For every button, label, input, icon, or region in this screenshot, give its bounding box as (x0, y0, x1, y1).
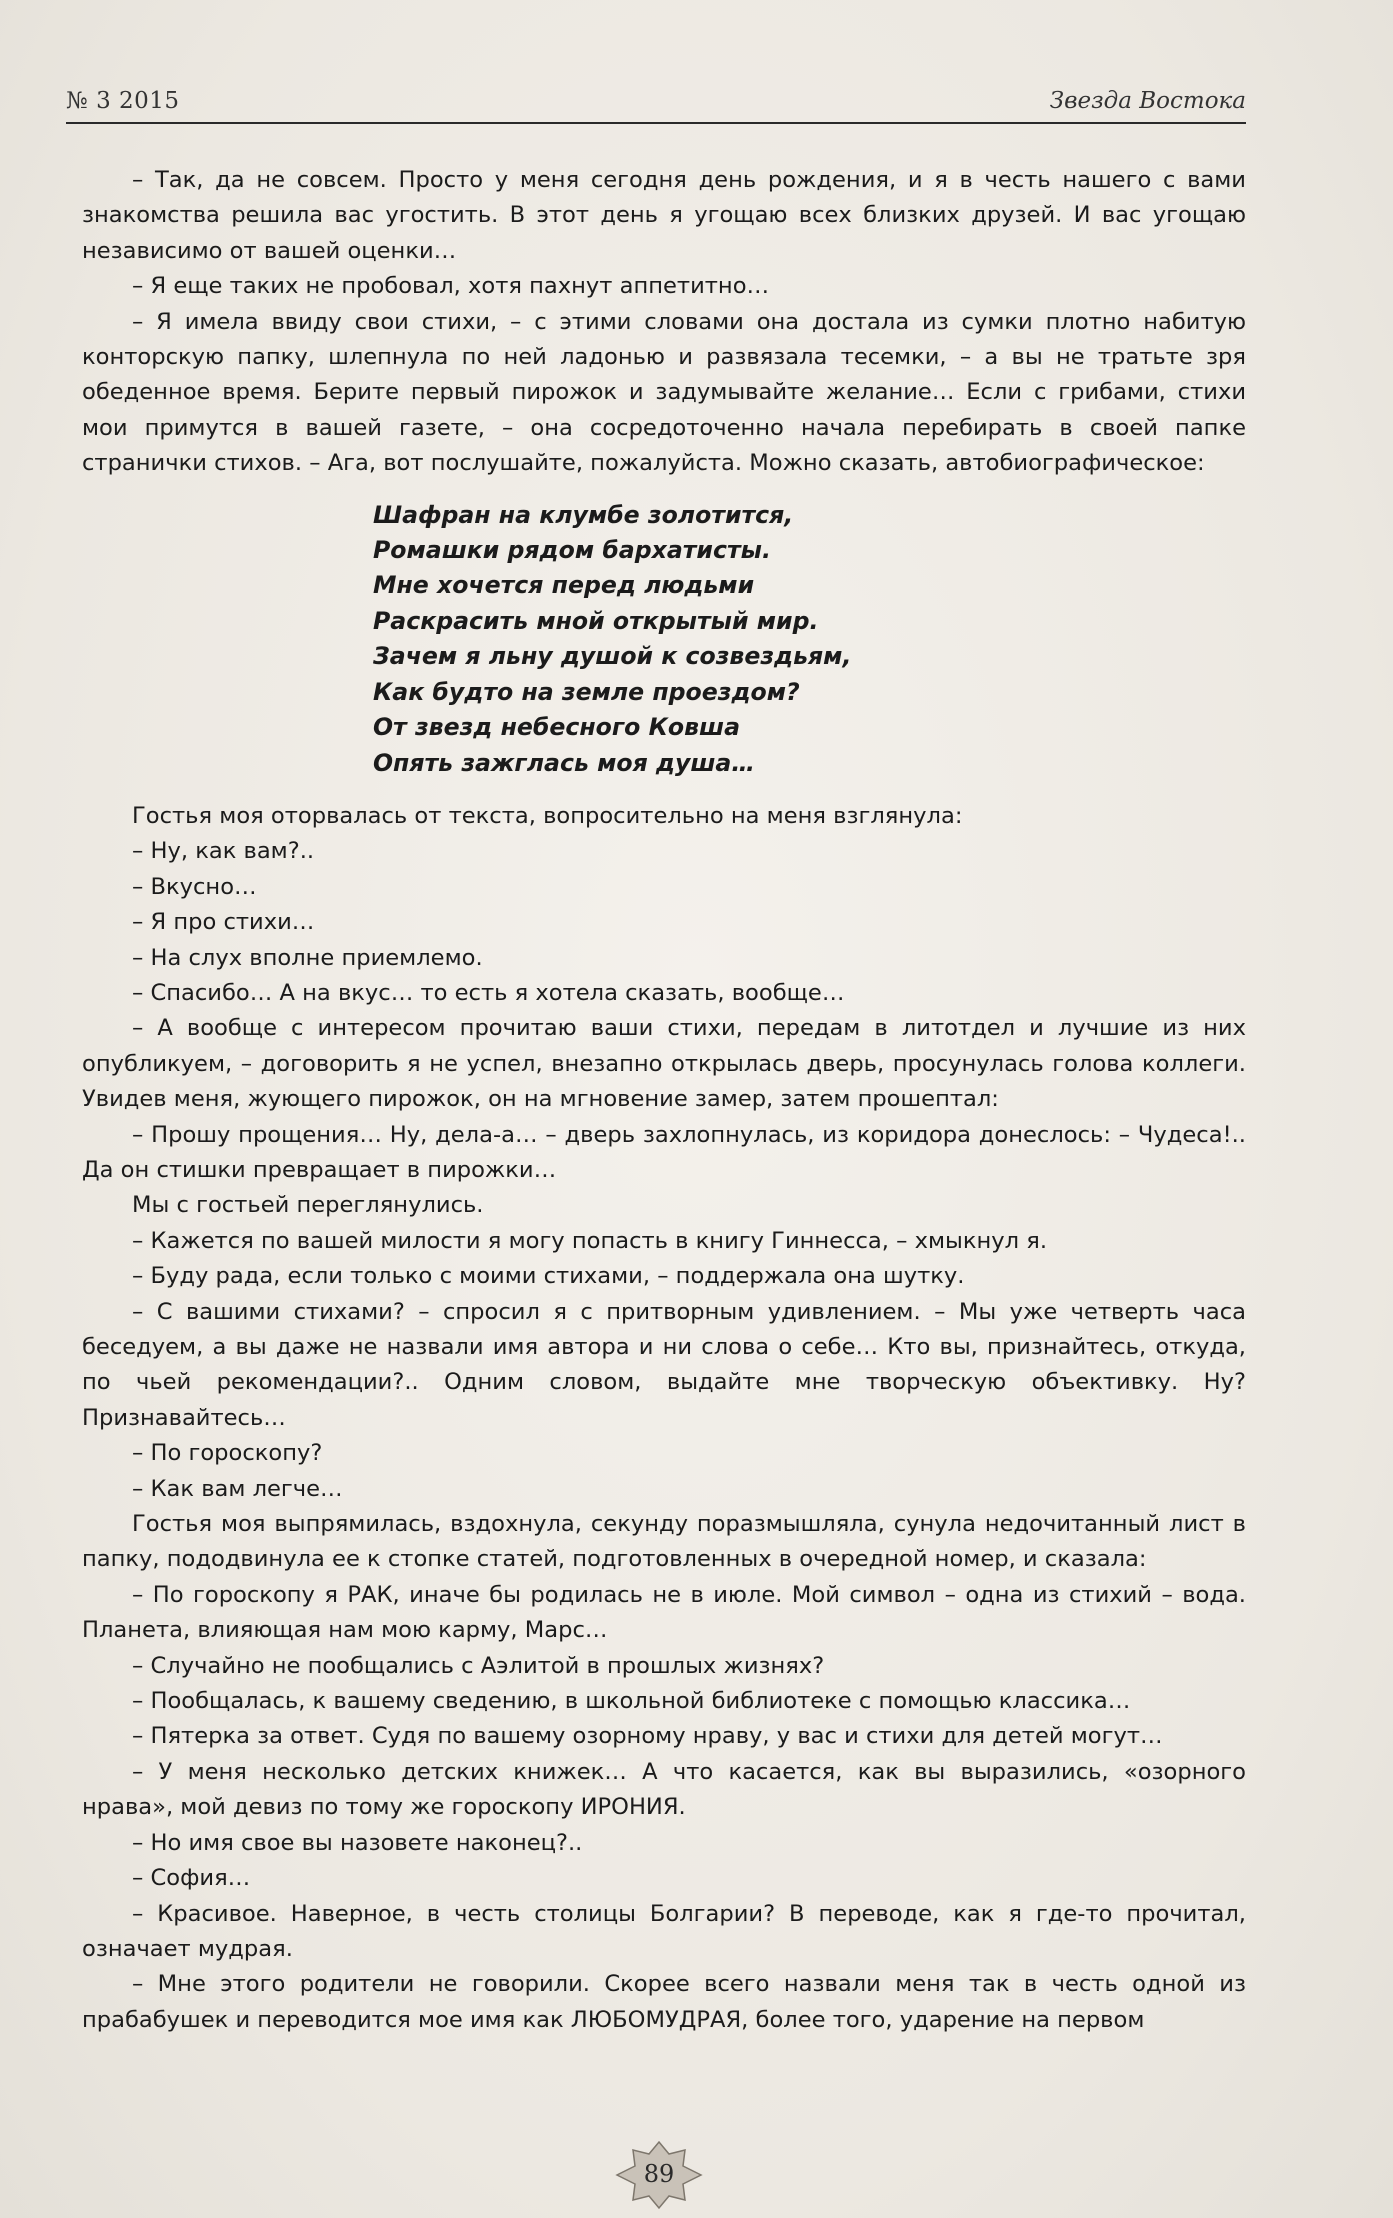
paragraph: – А вообще с интересом прочитаю ваши стихи, передам в литотдел и лучшие из них опубликуем, – договорить я не успел, внезапно открылась дверь, просунулась голова коллеги. Увидев меня, жующего пирожок, он на мгновение замер, затем прошептал: (82, 1015, 1246, 1113)
paragraph: – Прошу прощения… Ну, дела-а… – дверь захлопнулась, из коридора донеслось: – Чудеса!.. Да он стишки превращает в пирожки… (82, 1121, 1246, 1183)
paragraph: – София… (132, 1865, 251, 1892)
paragraph: – У меня несколько детских книжек… А что касается, как вы выразились, «озорного нрава», мой девиз по тому же гороскопу ИРОНИЯ. (82, 1758, 1246, 1821)
paragraph: – С вашими стихами? – спросил я с притворным удивлением. – Мы уже четверть часа беседуем, а вы даже не назвали имя автора и ни слова о себе… Кто вы, признайтесь, откуда, по чьей рекомендации?.. Одним словом, выдайте мне творческую объективку. Ну? Признавайтесь… (82, 1298, 1246, 1431)
poem-line: Как будто на земле проездом? (373, 677, 800, 706)
poem-line: Опять зажглась моя душа… (373, 748, 755, 777)
poem-line: Мне хочется перед людьми (373, 571, 755, 600)
paragraph: – Буду рада, если только с моими стихами, – поддержала она шутку. (132, 1263, 965, 1290)
poem-line: Раскрасить мной открытый мир. (373, 606, 819, 635)
paragraph: – Но имя свое вы назовете наконец?.. (132, 1829, 583, 1856)
paragraph: – Пообщалась, к вашему сведению, в школьной библиотеке с помощью классика… (132, 1688, 1131, 1715)
paragraph: – Спасибо… А на вкус… то есть я хотела сказать, вообще… (132, 979, 845, 1006)
poem-line: Ромашки рядом бархатисты. (373, 536, 771, 565)
paragraph: – Я имела ввиду свои стихи, – с этими словами она достала из сумки плотно набитую конторскую папку, шлепнула по ней ладонью и развязала тесемки, – а вы не тратьте зря обеденное время. Берите первый пирожок и задумывайте желание… Если с грибами, стихи мои примутся в вашей газете, – она сосредоточенно начала перебирать в своей папке странички стихов. – Ага, вот послушайте, пожалуйста. Можно сказать, автобиографическое: (82, 308, 1246, 477)
paragraph: – Кажется по вашей милости я могу попасть в книгу Гиннесса, – хмыкнул я. (132, 1227, 1048, 1254)
paragraph: – По гороскопу? (132, 1440, 323, 1467)
poem-line: От звезд небесного Ковша (373, 713, 740, 742)
paragraph: – Красивое. Наверное, в честь столицы Болгарии? В переводе, как я где-то прочитал, означает мудрая. (82, 1900, 1246, 1962)
journal-title: Звезда Востока (1049, 88, 1246, 114)
paragraph: – По гороскопу я РАК, иначе бы родилась не в июле. Мой символ – одна из стихий – вода. Планета, влияющая нам мою карму, Марс… (82, 1581, 1246, 1644)
paragraph: Гостья моя выпрямилась, вздохнула, секунду поразмышляла, сунула недочитанный лист в папку, пододвинула ее к стопке статей, подготовленных в очередной номер, и сказала: (82, 1511, 1246, 1573)
issue-number: № 3 2015 (66, 88, 180, 114)
paragraph: Гостья моя оторвалась от текста, вопросительно на меня взглянула: (132, 802, 963, 829)
paragraph: – Мне этого родители не говорили. Скорее всего назвали меня так в честь одной из прабабушек и переводится мое имя как ЛЮБОМУДРАЯ, более того, ударение на первом (82, 1971, 1246, 2033)
running-header (66, 88, 1246, 122)
poem (373, 498, 1246, 781)
page-number: 89 (643, 2160, 675, 2188)
paragraph: – Так, да не совсем. Просто у меня сегодня день рождения, и я в честь нашего с вами знакомства решила вас угостить. В этот день я угощаю всех близких друзей. И вас угощаю независимо от вашей оценки… (82, 167, 1246, 264)
poem-line: Шафран на клумбе золотится, (373, 500, 794, 529)
paragraph: – Как вам легче… (132, 1475, 343, 1502)
paragraph: – Вкусно… (132, 873, 257, 900)
paragraph: – Случайно не пообщались с Аэлитой в прошлых жизнях? (132, 1652, 825, 1679)
page-number-badge (609, 2140, 709, 2210)
paragraph: – На слух вполне приемлемо. (132, 944, 483, 971)
article-body (82, 163, 1246, 2038)
paragraph: – Ну, как вам?.. (132, 838, 315, 865)
paragraph: – Пятерка за ответ. Судя по вашему озорному нраву, у вас и стихи для детей могут… (132, 1723, 1163, 1750)
paragraph: – Я про стихи… (132, 909, 315, 936)
header-rule (66, 122, 1246, 124)
paragraph: – Я еще таких не пробовал, хотя пахнут аппетитно… (132, 273, 770, 300)
poem-line: Зачем я льну душой к созвездьям, (373, 642, 852, 671)
paragraph: Мы с гостьей переглянулись. (132, 1192, 484, 1219)
